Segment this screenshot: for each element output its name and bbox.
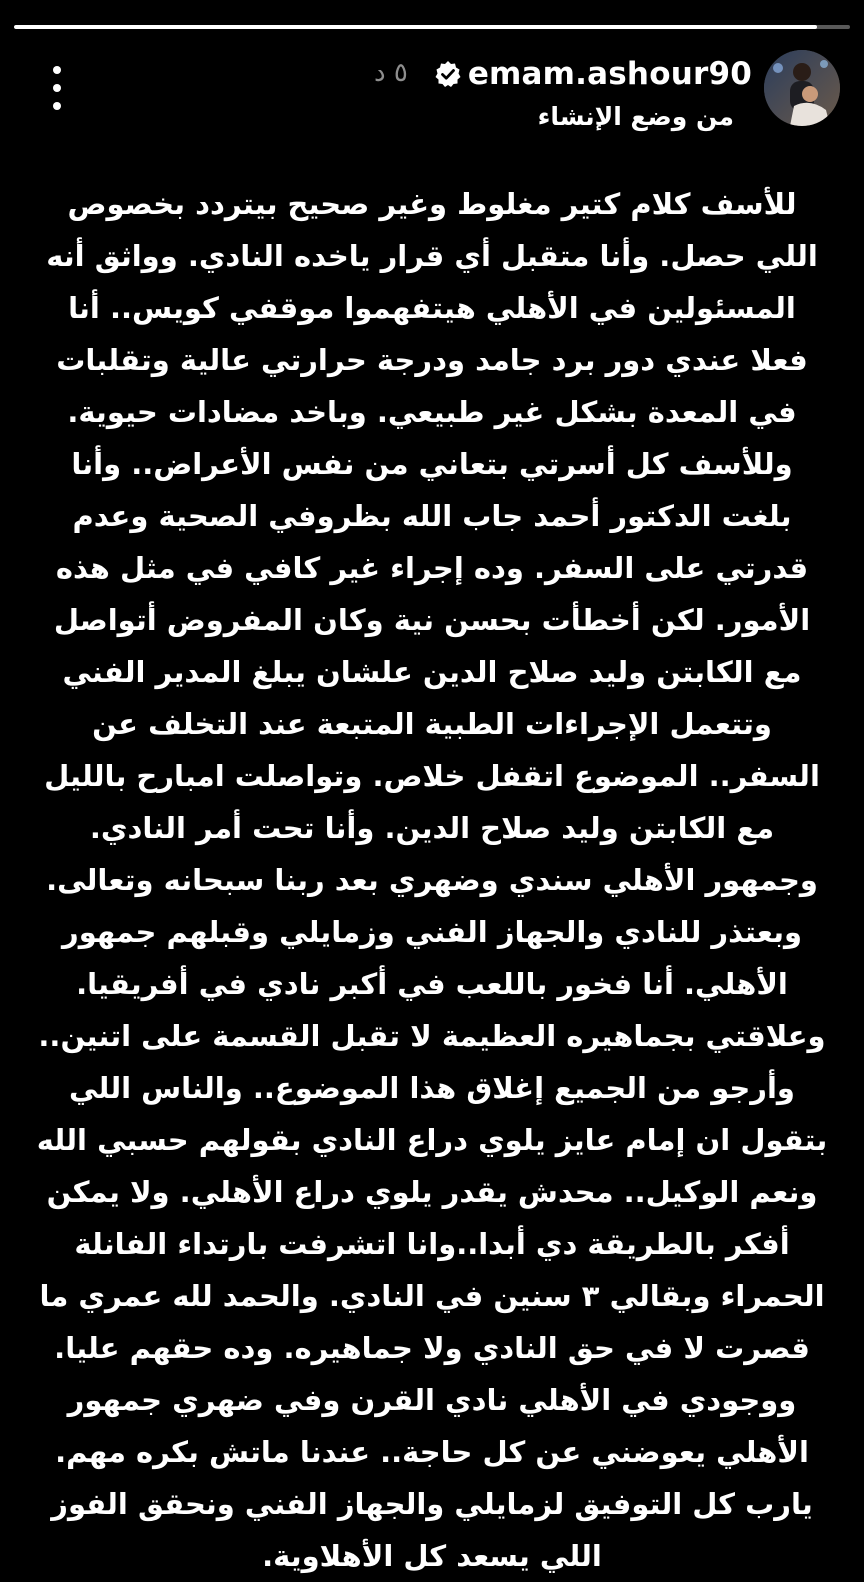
more-vertical-icon-dot xyxy=(53,102,61,110)
story-text: للأسف كلام كتير مغلوط وغير صحيح بيتردد بخصوص اللي حصل. وأنا متقبل أي قرار ياخده النادي. وواثق أنه المسئولين في الأهلي هيتفهموا موقفي كويس.. أنا فعلا عندي دور برد جامد ودرجة حرارتي عالية وتقلبات في المعدة بشكل غير طبيعي. وباخد مضادات حيوية. وللأسف كل أسرتي بتعاني من نفس الأعراض.. وأنا بلغت الدكتور أحمد جاب الله بظروفي الصحية وعدم قدرتي على السفر. وده إجراء غير كافي في مثل هذه الأمور. لكن أخطأت بحسن نية وكان المفروض أتواصل مع الكابتن وليد صلاح الدين علشان يبلغ المدير الفني وتتعمل الإجراءات الطبية المتبعة عند التخلف عن السفر.. الموضوع اتقفل خلاص. وتواصلت امبارح بالليل مع الكابتن وليد صلاح الدين. وأنا تحت أمر النادي. وجمهور الأهلي سندي وضهري بعد ربنا سبحانه وتعالى. وبعتذر للنادي والجهاز الفني وزمايلي وقبلهم جمهور الأهلي. أنا فخور باللعب في أكبر نادي في أفريقيا. وعلاقتي بجماهيره العظيمة لا تقبل القسمة على اتنين.. وأرجو من الجميع إغلاق هذا الموضوع.. والناس اللي بتقول ان إمام عايز يلوي دراع النادي بقولهم حسبي الله ونعم الوكيل.. محدش يقدر يلوي دراع الأهلي. ولا يمكن أفكر بالطريقة دي أبدا..وانا اتشرفت بارتداء الفانلة الحمراء وبقالي ٣ سنين في النادي. والحمد لله عمري ما قصرت لا في حق النادي ولا جماهيره. وده حقهم عليا. ووجودي في الأهلي نادي القرن وفي ضهري جمهور الأهلي يعوضني عن كل حاجة.. عندنا ماتش بكره مهم. يارب كل التوفيق لزمايلي والجهاز الفني ونحقق الفوز اللي يسعد كل الأهلاوية. xyxy=(36,187,828,1573)
story-header xyxy=(0,44,864,144)
more-vertical-icon-dot xyxy=(53,84,61,92)
story-progress-bar xyxy=(14,25,850,29)
username-row[interactable] xyxy=(434,52,752,96)
username[interactable]: emam.ashour90 xyxy=(467,56,752,92)
avatar-photo xyxy=(764,50,840,126)
more-vertical-icon xyxy=(53,66,61,74)
avatar[interactable] xyxy=(764,50,840,126)
create-mode-label: من وضع الإنشاء xyxy=(537,102,734,131)
post-timestamp: ٥ د xyxy=(374,58,408,88)
more-options-button[interactable] xyxy=(42,66,72,110)
story-progress-fill xyxy=(14,25,817,29)
verified-badge-icon xyxy=(434,60,462,88)
